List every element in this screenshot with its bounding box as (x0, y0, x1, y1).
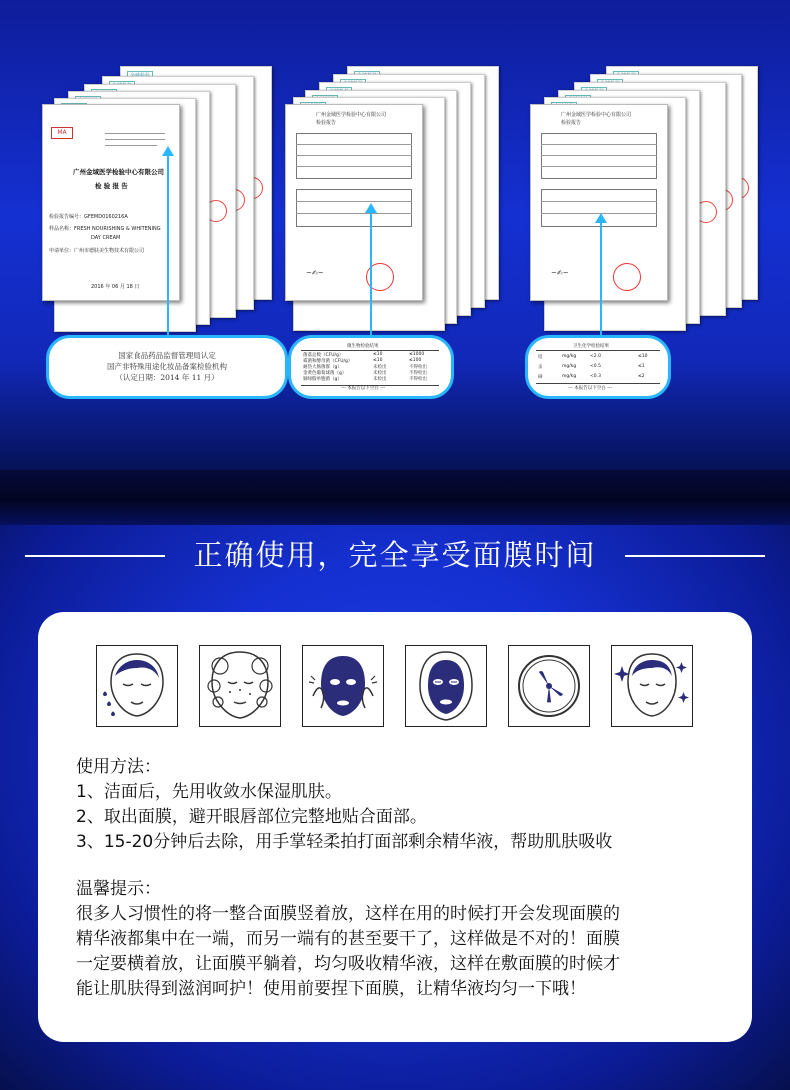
lab-name: 广州金域医学检验中心有限公司 (73, 168, 164, 176)
signature-icon: ~✍~ (306, 269, 324, 277)
report-field: 样品名称：FRESH NOURISHING & WHITENING (49, 226, 161, 232)
face-cleansing-icon (96, 645, 178, 727)
info-table (541, 133, 657, 179)
info-table (296, 133, 412, 179)
usage-step: 1、洁面后，先用收敛水保湿肌肤。 (76, 782, 342, 802)
usage-step: 2、取出面膜，避开眼唇部位完整地贴合面部。 (76, 807, 427, 827)
microbe-limit: 不得检出 (409, 377, 427, 382)
microbe-row: 霉菌和酵母菌（CFU/g） (303, 359, 353, 364)
microbe-row: 菌落总数（CFU/g） (303, 353, 344, 358)
report-stack-2 (285, 66, 535, 306)
report-subheader: 检验报告 (561, 120, 582, 126)
tips-line: 很多人习惯性的将一整合面膜竖着放，这样在用的时候打开会发现面膜的 (76, 904, 620, 924)
chemical-limit: ≤10 (638, 354, 648, 359)
report-front-page (42, 104, 180, 301)
callout-table-header: 微生物检验结果 (347, 344, 379, 349)
chemical-value: <2.0 (590, 354, 601, 359)
report-field: 申请单位：广州市德肤美生物技术有限公司 (49, 248, 145, 254)
chemical-unit: mg/kg (562, 374, 577, 379)
results-table (296, 189, 412, 227)
pointer-arrow (370, 212, 372, 340)
tips-line: 能让肌肤得到滋润呵护！使用前要捏下面膜，让精华液均匀一下哦！ (76, 979, 586, 999)
microbe-limit: 不得检出 (409, 371, 427, 376)
report-title: 检 验 报 告 (95, 182, 128, 190)
mask-on-icon (405, 645, 487, 727)
microbe-row: 金黄色葡萄球菌（g） (303, 371, 347, 376)
callout-line: 国产非特殊用途化妆品备案检验机构 (107, 362, 227, 371)
chemical-results-callout (525, 335, 671, 399)
report-header: 广州金域医学检验中心有限公司 (316, 112, 387, 118)
report-field: 检验报告编号：GFEMD0160216A (49, 214, 128, 220)
microbe-value: ≤10 (373, 352, 383, 357)
chemical-limit: ≤2 (638, 374, 645, 379)
clean-face-icon (611, 645, 693, 727)
chemical-limit: ≤1 (638, 364, 645, 369)
title-divider-left (25, 555, 165, 557)
section-title: 正确使用，完全享受面膜时间 (193, 538, 597, 572)
microbe-limit: ≤1000 (409, 352, 425, 357)
signature-icon: ~✍~ (551, 269, 569, 277)
microbe-results-callout (288, 335, 454, 399)
chemical-unit: mg/kg (562, 364, 577, 369)
pointer-arrow (167, 155, 169, 340)
microbe-row: 铜绿假单胞菌（g） (303, 377, 342, 382)
report-field: DAY CREAM (91, 235, 121, 241)
tips-heading: 温馨提示： (76, 879, 161, 899)
chemical-row: 砷 (538, 375, 543, 380)
report-stack-3 (528, 66, 778, 306)
apply-mask-icon (302, 645, 384, 727)
report-front-page (285, 104, 423, 301)
usage-step: 3、15-20分钟后去除，用手掌轻柔拍打面部剩余精华液，帮助肌肤吸收 (76, 832, 613, 852)
callout-table-header: 卫生化学检验结果 (573, 344, 609, 349)
tips-line: 精华液都集中在一端，而另一端有的甚至要干了，这样做是不对的！面膜 (76, 929, 620, 949)
arrow-head-icon (162, 146, 174, 156)
callout-footer: --- 本报告以下空白 --- (568, 386, 613, 391)
report-date: 2016 年 06 月 18 日 (91, 284, 140, 290)
chemical-row: 铅 (538, 355, 543, 360)
report-front-page (530, 104, 668, 301)
microbe-value: ≤10 (373, 358, 383, 363)
pointer-arrow (600, 222, 602, 340)
callout-line: 国家食品药品监督管理局认定 (118, 351, 216, 360)
report-subheader: 检验报告 (316, 120, 337, 126)
title-divider-right (625, 555, 765, 557)
red-stamp-icon (613, 263, 641, 291)
callout-footer: --- 本报告以下空白 --- (341, 386, 386, 391)
microbe-limit: ≤100 (409, 358, 422, 363)
report-stack-1 (40, 66, 290, 306)
divider-band (0, 470, 790, 530)
microbe-row: 耐热大肠菌群（g） (303, 365, 342, 370)
microbe-limit: 不得检出 (409, 365, 427, 370)
chemical-value: <0.5 (590, 364, 601, 369)
usage-panel (38, 612, 752, 1042)
tips-line: 一定要横着放，让面膜平躺着，均匀吸收精华液，这样在敷面膜的时候才 (76, 954, 620, 974)
usage-heading: 使用方法： (76, 757, 161, 777)
microbe-value: 未检出 (373, 365, 387, 370)
microbe-value: 未检出 (373, 371, 387, 376)
arrow-head-icon (365, 203, 377, 213)
clock-icon (508, 645, 590, 727)
chemical-unit: mg/kg (562, 354, 577, 359)
face-toner-icon (199, 645, 281, 727)
microbe-value: 未检出 (373, 377, 387, 382)
chemical-value: <0.3 (590, 374, 601, 379)
certification-callout (46, 335, 288, 399)
lab-logo-icon: MA (51, 127, 73, 139)
arrow-head-icon (595, 213, 607, 223)
chemical-row: 汞 (538, 365, 543, 370)
report-header: 广州金域医学检验中心有限公司 (561, 112, 632, 118)
callout-line: （认定日期：2014 年 11 月） (115, 373, 219, 382)
